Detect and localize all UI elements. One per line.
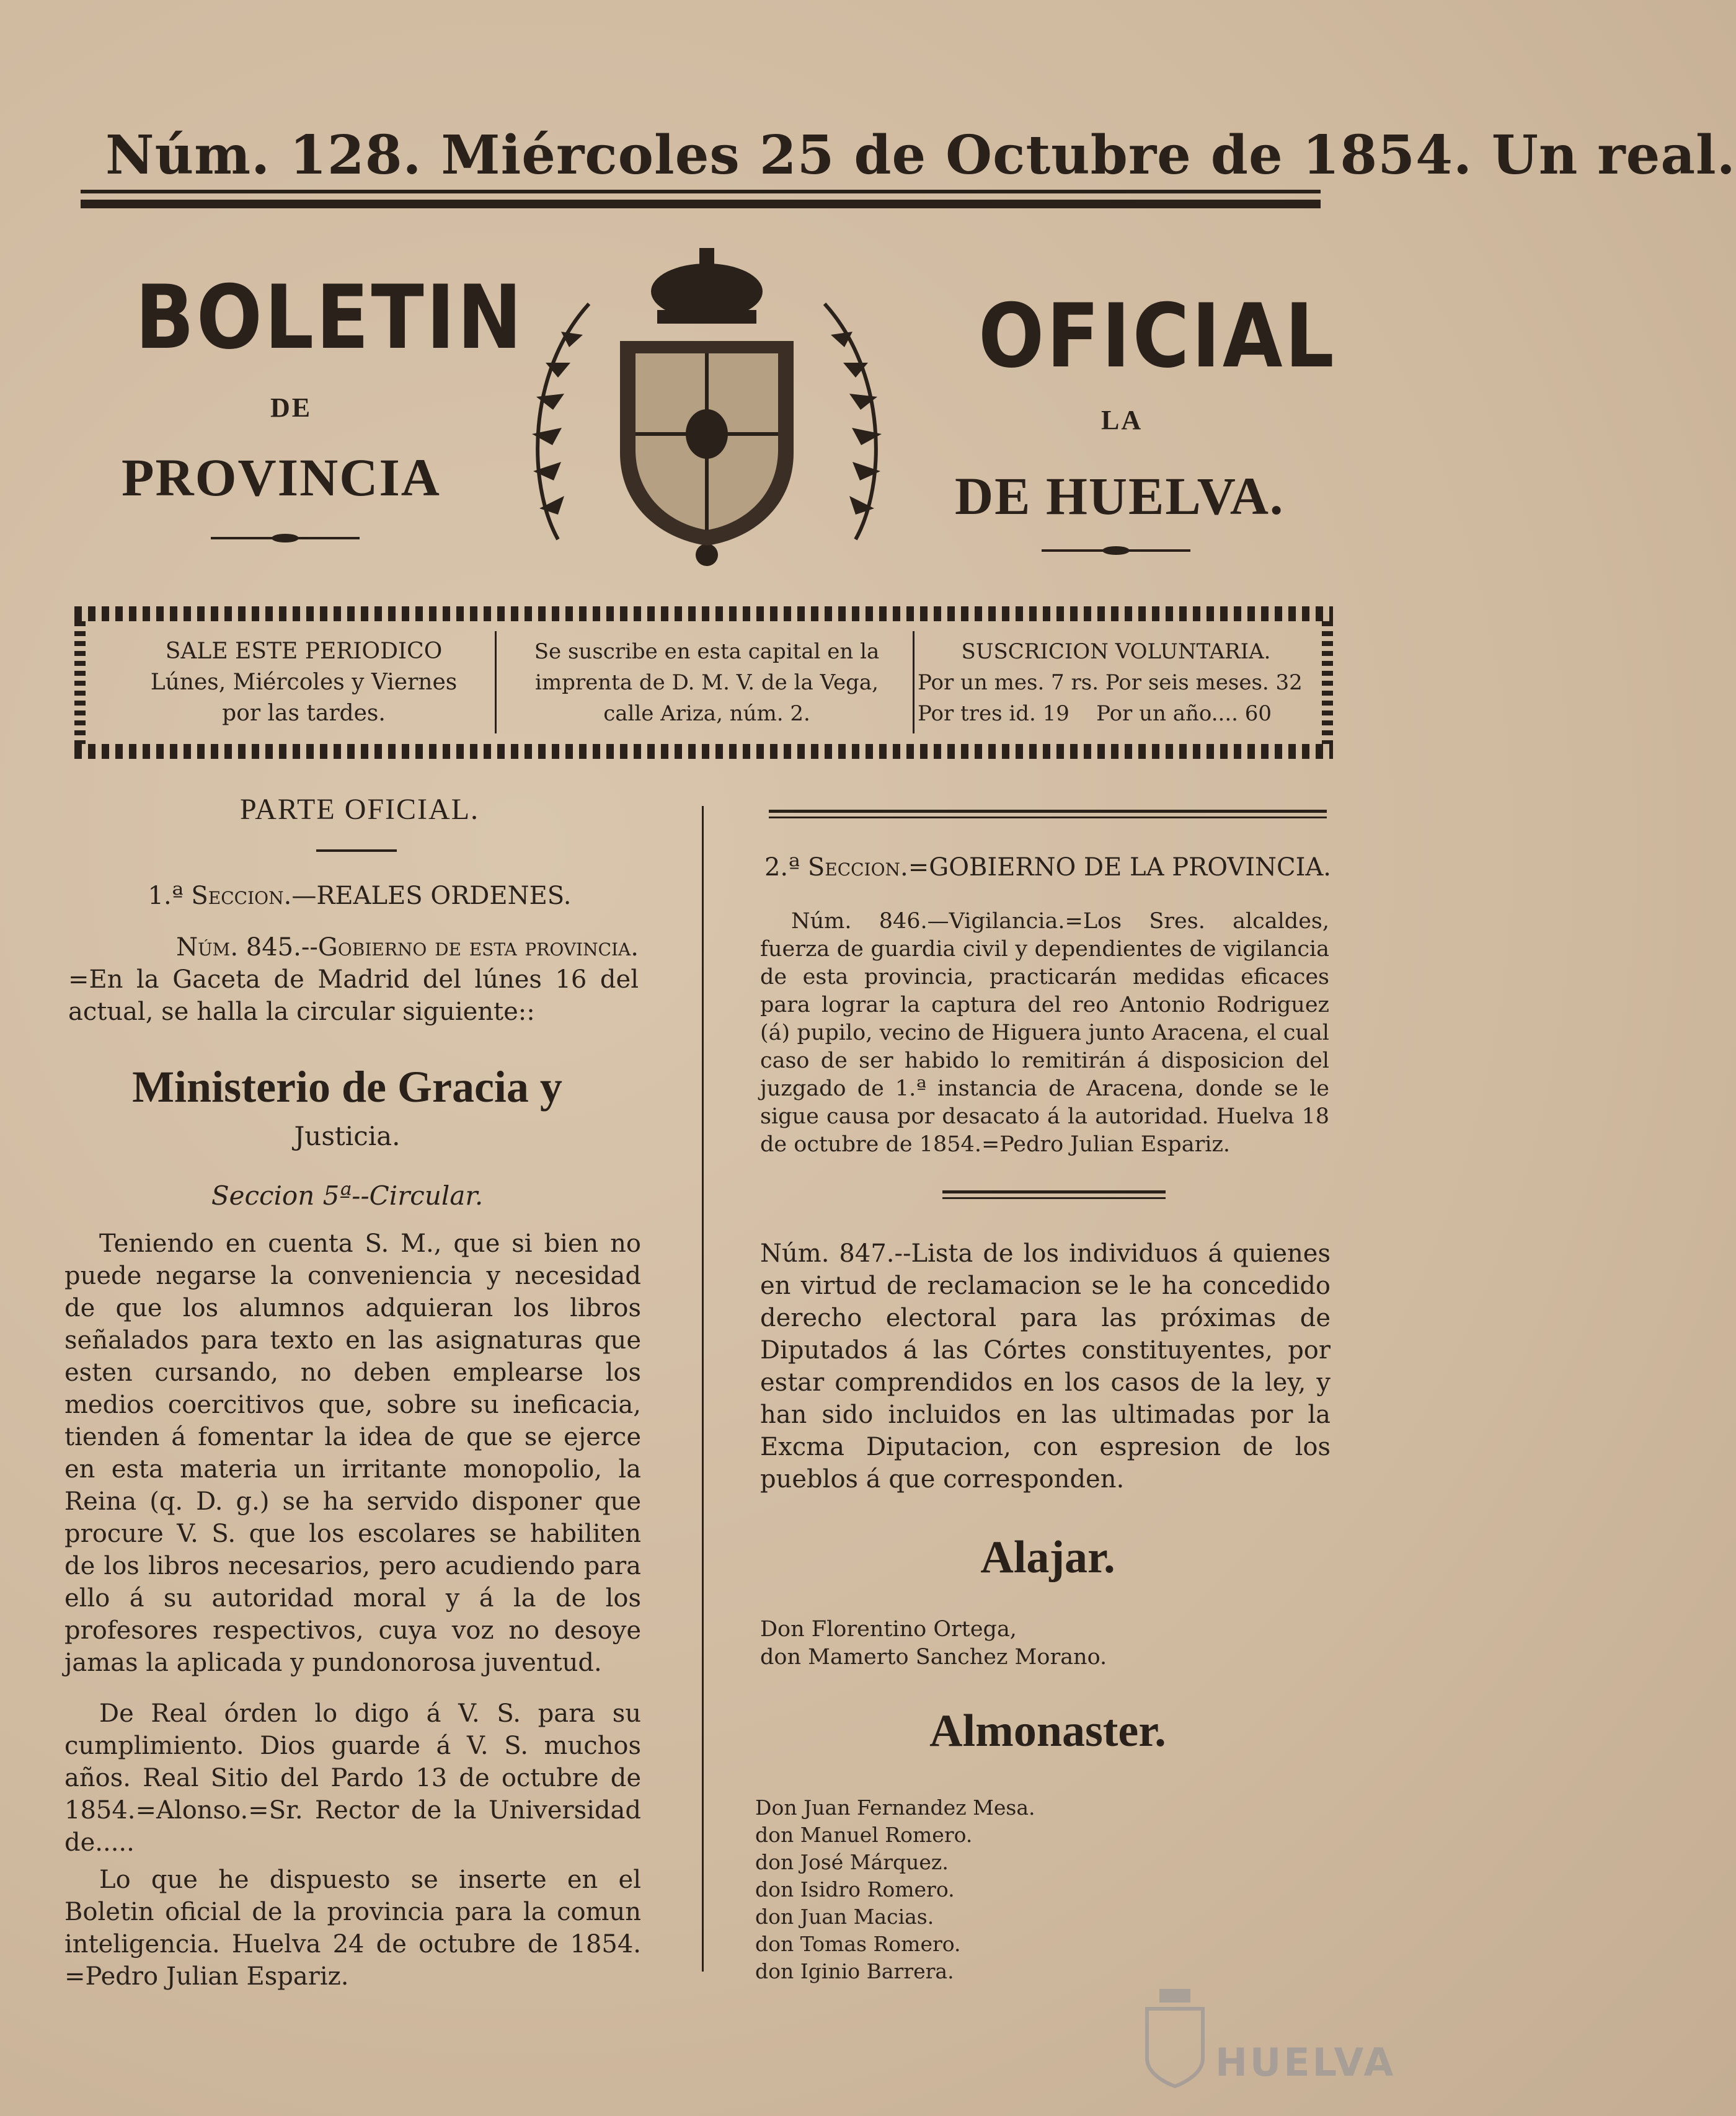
- band-divider-1: [495, 631, 497, 733]
- almonaster-name-6: don Tomas Romero.: [755, 1932, 961, 1956]
- band-schedule-line2: Lúnes, Miércoles y Viernes: [150, 670, 458, 695]
- band-subscribe-line2: imprenta de D. M. V. de la Vega,: [535, 670, 879, 695]
- chain-border-left: [74, 621, 86, 744]
- num-847-list-intro: Núm. 847.--Lista de los individuos á quienes en virtud de reclamacion se le ha concedido derecho electoral para las próximas de Diputados á las Córtes constituyentes, por estar comprendidos en los casos de la ley, y han sido incluidos en las ultimadas por la Excma Diputacion, con espresion de los pueblos á que corresponden.: [760, 1239, 1331, 1494]
- circular-paragraph-2: De Real órden lo digo á V. S. para su cumplimiento. Dios guarde á V. S. muchos años. Real Sitio del Pardo 13 de octubre de 1854.=Alonso.=Sr. Rector de la Universidad de.....: [64, 1699, 641, 1857]
- section-1-heading: 1.ª Seccion.—REALES ORDENES.: [148, 882, 572, 910]
- right-top-rule: [769, 810, 1327, 818]
- band-schedule: [99, 636, 508, 729]
- ornament-left-dot: [272, 534, 299, 542]
- ministerio-heading: Ministerio de Gracia y: [132, 1062, 562, 1112]
- masthead-de-huelva: DE HUELVA.: [955, 466, 1285, 526]
- band-prices-row2: Por tres id. 19 Por un año.... 60: [918, 701, 1272, 726]
- alajar-name-1: Don Florentino Ortega,: [760, 1617, 1017, 1642]
- almonaster-names: [755, 1794, 1313, 1985]
- almonaster-name-2: don Manuel Romero.: [755, 1823, 973, 1847]
- num-846-notice: Núm. 846.—Vigilancia.=Los Sres. alcaldes, fuerza de guardia civil y dependientes de vigilancia de esta provincia, practicarán medidas eficaces para lograr la captura del reo Antonio Rodriguez (á) pupilo, vecino de Higuera junto Aracena, el cual caso de ser habido lo remitirán á disposicion del juzgado de 1.ª instancia de Aracena, donde se le sigue causa por desacato á la autoridad. Huelva 18 de octubre de 1854.=Pedro Julian Espariz.: [760, 909, 1329, 1157]
- issue-line: Núm. 128. Miércoles 25 de Octubre de 1854. Un real.: [105, 124, 1736, 187]
- column-divider: [702, 806, 704, 1972]
- alajar-names: [760, 1616, 1318, 1671]
- almonaster-name-3: don José Márquez.: [755, 1850, 949, 1874]
- coat-of-arms-icon: [502, 248, 911, 570]
- band-prices-title: SUSCRICION VOLUNTARIA.: [961, 639, 1271, 664]
- parte-oficial-heading: PARTE OFICIAL.: [239, 793, 480, 826]
- town-alajar: Alajar.: [980, 1532, 1115, 1583]
- watermark-text: HUELVA: [1215, 2040, 1396, 2085]
- band-prices: [918, 636, 1314, 729]
- circular-paragraph-1: Teniendo en cuenta S. M., que si bien no puede negarse la conveniencia y necesidad de que los alumnos adquieran los libros señalados para texto en las asignaturas que esten cursando, no deben emplearse los medios coercitivos que, sobre su ineficacia, tienden á fomentar la idea de que se ejerce en esta materia un irritante monopolio, la Reina (q. D. g.) se ha servido disponer que procure V. S. que los escolares se habiliten de los libros necesarios, pero acudiendo para ello á su autoridad moral y á la de los profesores respectivos, cuya voz no desoye jamas la aplicada y pundonorosa juventud.: [64, 1229, 641, 1677]
- town-almonaster: Almonaster.: [929, 1706, 1166, 1756]
- watermark-crest-icon: [1141, 1984, 1209, 2089]
- header-rule-thick: [81, 200, 1321, 208]
- seccion-5-circular: Seccion 5ª--Circular.: [211, 1180, 484, 1211]
- almonaster-name-7: don Iginio Barrera.: [755, 1959, 954, 1983]
- band-subscribe-at: [502, 636, 911, 729]
- chain-border-top: [74, 606, 1333, 621]
- num-845-lead: Núm. 845.--Gobierno de esta provincia.: [176, 933, 639, 962]
- masthead-la: LA: [1101, 405, 1143, 435]
- masthead-provincia: PROVINCIA: [122, 448, 441, 507]
- parte-ornament: [316, 849, 397, 852]
- band-subscribe-line1: Se suscribe en esta capital en la: [534, 639, 880, 664]
- section-2-heading: 2.ª Seccion.=GOBIERNO DE LA PROVINCIA.: [764, 853, 1332, 882]
- band-prices-row1: Por un mes. 7 rs. Por seis meses. 32: [918, 670, 1303, 695]
- num-845-block: [68, 931, 639, 1028]
- band-schedule-line3: por las tardes.: [222, 701, 386, 726]
- almonaster-name-4: don Isidro Romero.: [755, 1877, 955, 1901]
- chain-border-right: [1322, 621, 1333, 744]
- chain-border-bottom: [74, 744, 1333, 759]
- band-divider-2: [913, 631, 914, 733]
- masthead-oficial: OFICIAL: [978, 285, 1337, 387]
- justicia-heading: Justicia.: [294, 1121, 401, 1151]
- almonaster-name-1: Don Juan Fernandez Mesa.: [755, 1795, 1035, 1820]
- circular-paragraph-3: Lo que he dispuesto se inserte en el Boletin oficial de la provincia para la comun inteligencia. Huelva 24 de octubre de 1854. =Pedro Julian Espariz.: [64, 1866, 641, 1991]
- masthead-de: DE: [270, 392, 312, 423]
- band-schedule-line1: SALE ESTE PERIODICO: [165, 639, 443, 664]
- num-845-text: =En la Gaceta de Madrid del lúnes 16 del actual, se halla la circular siguiente::: [68, 965, 639, 1026]
- subscription-band: [74, 606, 1333, 761]
- ornament-right-dot: [1102, 546, 1130, 555]
- header-rule-thin: [81, 190, 1321, 193]
- right-mid-rule: [942, 1190, 1166, 1199]
- band-subscribe-line3: calle Ariza, núm. 2.: [603, 701, 810, 726]
- masthead-boletin: BOLETIN: [135, 267, 525, 369]
- alajar-name-2: don Mamerto Sanchez Morano.: [760, 1645, 1107, 1670]
- archive-watermark: [1141, 1984, 1396, 2096]
- almonaster-name-5: don Juan Macias.: [755, 1905, 934, 1929]
